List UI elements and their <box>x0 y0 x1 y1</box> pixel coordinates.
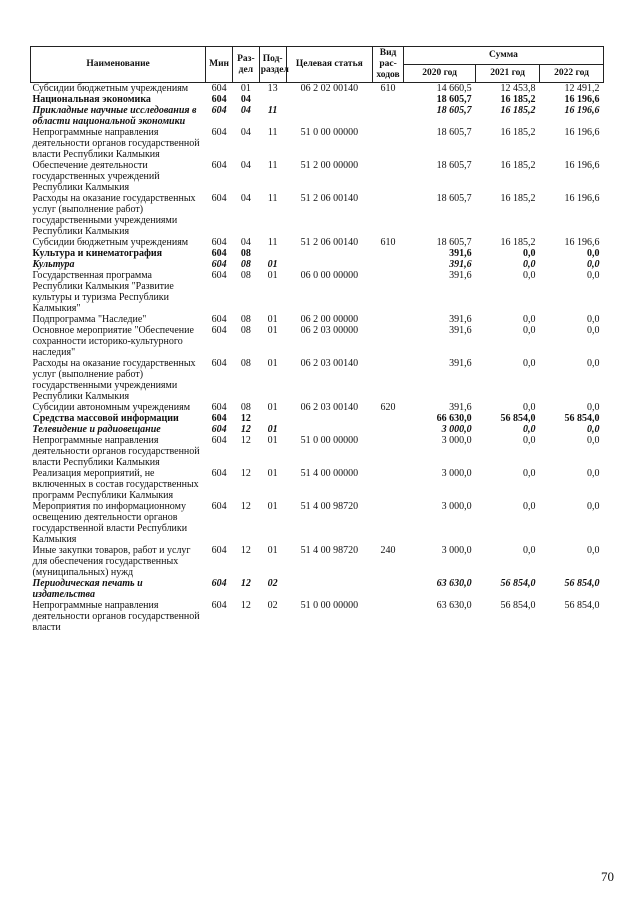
header-min: Мин <box>206 47 233 83</box>
row-podrazdel: 01 <box>267 424 278 435</box>
header-name: Наименование <box>31 47 206 83</box>
row-min: 604 <box>211 468 227 479</box>
table-body <box>31 83 604 634</box>
row-sum-2022: 12 491,2 <box>564 83 600 94</box>
row-sum-2021: 0,0 <box>523 435 536 446</box>
row-target-article <box>286 248 373 259</box>
row-sum-2021: 0,0 <box>523 248 536 259</box>
row-target-article <box>286 413 373 424</box>
row-name: Непрограммные направления деятельности органов государственной власти Республики Калмыкия <box>32 127 200 160</box>
row-target-article: 51 4 00 00000 <box>300 468 359 479</box>
header-year-2020: 2020 год <box>404 65 476 83</box>
row-name: Мероприятия по информационному освещению деятельности органов государственной власти Республики Калмыкия <box>32 501 188 545</box>
row-expense-type <box>373 193 404 237</box>
row-name: Субсидии бюджетным учреждениям <box>32 83 189 94</box>
row-razdel: 08 <box>240 259 251 270</box>
row-sum-2020: 391,6 <box>449 402 472 413</box>
row-sum-2022: 16 196,6 <box>564 237 600 248</box>
row-sum-2022: 0,0 <box>587 358 600 369</box>
row-sum-2022: 56 854,0 <box>564 413 600 424</box>
row-sum-2022: 16 196,6 <box>564 127 600 138</box>
row-razdel: 12 <box>240 600 251 611</box>
row-expense-type <box>373 160 404 193</box>
row-razdel: 12 <box>240 501 251 512</box>
row-razdel: 12 <box>240 413 251 424</box>
row-podrazdel: 01 <box>267 468 278 479</box>
row-target-article: 06 2 03 00140 <box>300 402 359 413</box>
header-summa: Сумма <box>404 47 604 65</box>
row-sum-2022: 0,0 <box>587 435 600 446</box>
row-sum-2020: 391,6 <box>449 325 472 336</box>
row-podrazdel: 11 <box>267 127 278 138</box>
row-expense-type: 240 <box>380 545 396 556</box>
row-podrazdel: 01 <box>267 501 278 512</box>
row-razdel: 12 <box>240 545 251 556</box>
row-podrazdel: 01 <box>267 435 278 446</box>
table-row <box>31 270 604 314</box>
row-razdel: 08 <box>240 314 251 325</box>
row-sum-2020: 3 000,0 <box>441 435 472 446</box>
row-razdel: 12 <box>240 424 251 435</box>
row-podrazdel: 11 <box>267 160 278 171</box>
row-razdel: 04 <box>240 193 251 204</box>
row-sum-2022: 16 196,6 <box>564 193 600 204</box>
row-sum-2020: 18 605,7 <box>436 160 472 171</box>
row-expense-type <box>373 468 404 501</box>
row-sum-2022: 0,0 <box>587 314 600 325</box>
header-expense-type: Вид рас-ходов <box>373 47 404 83</box>
page-number: 70 <box>601 869 614 884</box>
row-min: 604 <box>211 193 227 204</box>
table-row <box>31 600 604 633</box>
row-podrazdel <box>259 248 286 259</box>
table-row <box>31 578 604 600</box>
row-razdel: 08 <box>240 358 251 369</box>
row-target-article <box>286 578 373 600</box>
row-sum-2021: 0,0 <box>523 402 536 413</box>
row-target-article: 06 2 03 00000 <box>300 325 359 336</box>
table-row <box>31 94 604 105</box>
row-sum-2021: 0,0 <box>523 468 536 479</box>
row-expense-type <box>373 358 404 402</box>
row-sum-2020: 391,6 <box>449 270 472 281</box>
row-name: Культура <box>32 259 75 270</box>
row-sum-2020: 391,6 <box>449 358 472 369</box>
row-sum-2021: 0,0 <box>523 270 536 281</box>
table-row <box>31 237 604 248</box>
row-min: 604 <box>211 545 227 556</box>
table-row <box>31 325 604 358</box>
table-row <box>31 358 604 402</box>
row-sum-2022: 0,0 <box>587 545 600 556</box>
row-podrazdel: 02 <box>267 600 278 611</box>
row-name: Непрограммные направления деятельности органов государственной власти Республики Калмыкия <box>32 435 200 468</box>
table-row <box>31 248 604 259</box>
row-min: 604 <box>211 160 227 171</box>
row-expense-type <box>373 501 404 545</box>
row-sum-2020: 3 000,0 <box>441 424 472 435</box>
row-target-article: 51 4 00 98720 <box>300 545 359 556</box>
row-sum-2022: 56 854,0 <box>564 600 600 611</box>
table-row <box>31 105 604 127</box>
row-razdel: 04 <box>240 237 251 248</box>
row-min: 604 <box>211 600 227 611</box>
row-sum-2020: 18 605,7 <box>436 105 472 116</box>
row-name: Прикладные научные исследования в области национальной экономики <box>32 105 197 127</box>
row-min: 604 <box>211 314 227 325</box>
row-razdel: 04 <box>240 105 251 116</box>
row-name: Расходы на оказание государственных услуг (выполнение работ) государственными учреждениями Республики Калмыкия <box>32 358 196 402</box>
row-podrazdel: 01 <box>267 402 278 413</box>
row-target-article: 06 0 00 00000 <box>300 270 359 281</box>
row-min: 604 <box>211 501 227 512</box>
row-sum-2021: 12 453,8 <box>500 83 536 94</box>
row-podrazdel: 01 <box>267 259 278 270</box>
row-razdel: 12 <box>240 468 251 479</box>
row-name: Телевидение и радиовещание <box>32 424 161 435</box>
row-expense-type <box>373 600 404 633</box>
row-sum-2020: 391,6 <box>449 248 472 259</box>
row-sum-2021: 16 185,2 <box>500 237 536 248</box>
row-podrazdel: 01 <box>267 545 278 556</box>
row-min: 604 <box>211 83 227 94</box>
row-target-article: 51 2 00 00000 <box>300 160 359 171</box>
row-sum-2021: 0,0 <box>523 545 536 556</box>
row-target-article: 06 2 00 00000 <box>300 314 359 325</box>
row-sum-2021: 16 185,2 <box>500 160 536 171</box>
row-sum-2021: 56 854,0 <box>500 413 536 424</box>
row-expense-type <box>373 424 404 435</box>
row-expense-type <box>373 325 404 358</box>
row-sum-2021: 56 854,0 <box>500 600 536 611</box>
row-sum-2020: 3 000,0 <box>441 468 472 479</box>
row-sum-2021: 16 185,2 <box>500 127 536 138</box>
table-row <box>31 160 604 193</box>
table-row <box>31 259 604 270</box>
row-min: 604 <box>211 270 227 281</box>
row-min: 604 <box>211 578 227 589</box>
row-razdel: 12 <box>240 578 251 589</box>
row-razdel: 08 <box>240 402 251 413</box>
row-min: 604 <box>211 248 227 259</box>
row-sum-2021: 0,0 <box>523 424 536 435</box>
row-sum-2021: 0,0 <box>523 325 536 336</box>
row-name: Обеспечение деятельности государственных учреждений Республики Калмыкия <box>32 160 160 193</box>
row-razdel: 08 <box>240 325 251 336</box>
row-expense-type: 610 <box>380 83 396 94</box>
row-name: Средства массовой информации <box>32 413 179 424</box>
row-target-article <box>286 105 373 127</box>
row-sum-2021: 16 185,2 <box>500 105 536 116</box>
row-min: 604 <box>211 435 227 446</box>
row-sum-2020: 18 605,7 <box>436 193 472 204</box>
row-target-article: 51 0 00 00000 <box>300 600 359 611</box>
row-target-article: 51 4 00 98720 <box>300 501 359 512</box>
header-razdel: Раз-дел <box>232 47 259 83</box>
row-razdel: 01 <box>240 83 251 94</box>
row-min: 604 <box>211 325 227 336</box>
row-name: Субсидии автономным учреждениям <box>32 402 191 413</box>
row-sum-2022: 0,0 <box>587 248 600 259</box>
row-sum-2022: 0,0 <box>587 325 600 336</box>
row-sum-2020: 63 630,0 <box>436 600 472 611</box>
table-row <box>31 127 604 160</box>
row-name: Иные закупки товаров, работ и услуг для обеспечения государственных (муниципальных) нужд <box>32 545 191 578</box>
row-podrazdel: 01 <box>267 325 278 336</box>
row-target-article: 06 2 03 00140 <box>300 358 359 369</box>
row-sum-2021: 0,0 <box>523 358 536 369</box>
table-header <box>31 47 604 83</box>
row-expense-type <box>373 105 404 127</box>
budget-table <box>30 46 604 633</box>
row-expense-type <box>373 413 404 424</box>
header-year-2022: 2022 год <box>540 65 604 83</box>
row-podrazdel: 02 <box>267 578 278 589</box>
row-sum-2020: 63 630,0 <box>436 578 472 589</box>
row-podrazdel <box>259 94 286 105</box>
row-min: 604 <box>211 413 227 424</box>
row-expense-type <box>373 259 404 270</box>
row-target-article <box>286 94 373 105</box>
row-name: Государственная программа Республики Калмыкия "Развитие культуры и туризма Республики Калмыкия" <box>32 270 174 314</box>
header-podrazdel: Под-раздел <box>259 47 286 83</box>
row-sum-2022: 0,0 <box>587 501 600 512</box>
row-name: Основное мероприятие "Обеспечение сохранности историко-культурного наследия" <box>32 325 194 358</box>
table-row <box>31 314 604 325</box>
row-expense-type <box>373 314 404 325</box>
row-target-article: 51 2 06 00140 <box>300 237 359 248</box>
row-sum-2020: 3 000,0 <box>441 501 472 512</box>
row-sum-2022: 0,0 <box>587 468 600 479</box>
row-name: Национальная экономика <box>32 94 151 105</box>
row-sum-2020: 66 630,0 <box>436 413 472 424</box>
row-podrazdel <box>259 413 286 424</box>
row-expense-type <box>373 578 404 600</box>
row-min: 604 <box>211 127 227 138</box>
row-podrazdel: 11 <box>267 237 278 248</box>
row-podrazdel: 11 <box>267 193 278 204</box>
row-min: 604 <box>211 259 227 270</box>
row-min: 604 <box>211 424 227 435</box>
row-sum-2022: 16 196,6 <box>564 94 600 105</box>
row-name: Периодическая печать и издательства <box>32 578 143 600</box>
row-sum-2021: 56 854,0 <box>500 578 536 589</box>
row-name: Непрограммные направления деятельности органов государственной власти <box>32 600 200 633</box>
row-sum-2022: 0,0 <box>587 424 600 435</box>
row-podrazdel: 11 <box>267 105 278 116</box>
row-expense-type <box>373 127 404 160</box>
row-sum-2021: 0,0 <box>523 314 536 325</box>
row-expense-type: 610 <box>380 237 396 248</box>
row-sum-2022: 0,0 <box>587 270 600 281</box>
table-row <box>31 435 604 468</box>
row-expense-type <box>373 248 404 259</box>
table-row <box>31 413 604 424</box>
row-razdel: 04 <box>240 127 251 138</box>
row-sum-2022: 16 196,6 <box>564 160 600 171</box>
row-sum-2020: 18 605,7 <box>436 127 472 138</box>
table-row <box>31 83 604 95</box>
row-sum-2020: 14 660,5 <box>436 83 472 94</box>
row-min: 604 <box>211 358 227 369</box>
row-name: Расходы на оказание государственных услуг (выполнение работ) государственными учреждениями Республики Калмыкия <box>32 193 196 237</box>
row-razdel: 04 <box>240 94 251 105</box>
row-sum-2022: 0,0 <box>587 402 600 413</box>
header-year-2021: 2021 год <box>476 65 540 83</box>
row-min: 604 <box>211 94 227 105</box>
row-razdel: 04 <box>240 160 251 171</box>
row-min: 604 <box>211 105 227 116</box>
row-min: 604 <box>211 402 227 413</box>
row-target-article <box>286 424 373 435</box>
row-target-article: 51 0 00 00000 <box>300 127 359 138</box>
table-row <box>31 424 604 435</box>
row-sum-2021: 16 185,2 <box>500 94 536 105</box>
row-razdel: 08 <box>240 270 251 281</box>
row-target-article: 51 0 00 00000 <box>300 435 359 446</box>
table-row <box>31 468 604 501</box>
row-sum-2021: 0,0 <box>523 501 536 512</box>
row-sum-2022: 16 196,6 <box>564 105 600 116</box>
row-sum-2022: 0,0 <box>587 259 600 270</box>
row-sum-2020: 391,6 <box>449 259 472 270</box>
row-target-article: 06 2 02 00140 <box>300 83 359 94</box>
row-name: Субсидии бюджетным учреждениям <box>32 237 189 248</box>
row-podrazdel: 01 <box>267 270 278 281</box>
row-podrazdel: 13 <box>267 83 278 94</box>
row-expense-type <box>373 270 404 314</box>
table-row <box>31 193 604 237</box>
row-target-article: 51 2 06 00140 <box>300 193 359 204</box>
row-expense-type <box>373 435 404 468</box>
row-sum-2020: 3 000,0 <box>441 545 472 556</box>
row-sum-2022: 56 854,0 <box>564 578 600 589</box>
row-podrazdel: 01 <box>267 314 278 325</box>
header-target-article: Целевая статья <box>286 47 373 83</box>
table-row <box>31 545 604 578</box>
row-sum-2020: 18 605,7 <box>436 94 472 105</box>
row-min: 604 <box>211 237 227 248</box>
table-row <box>31 501 604 545</box>
row-sum-2021: 0,0 <box>523 259 536 270</box>
table-row <box>31 402 604 413</box>
row-razdel: 08 <box>240 248 251 259</box>
row-razdel: 12 <box>240 435 251 446</box>
row-name: Подпрограмма "Наследие" <box>32 314 147 325</box>
row-sum-2020: 18 605,7 <box>436 237 472 248</box>
row-expense-type: 620 <box>380 402 396 413</box>
row-name: Культура и кинематография <box>32 248 163 259</box>
row-expense-type <box>373 94 404 105</box>
row-podrazdel: 01 <box>267 358 278 369</box>
row-sum-2021: 16 185,2 <box>500 193 536 204</box>
row-sum-2020: 391,6 <box>449 314 472 325</box>
row-target-article <box>286 259 373 270</box>
row-name: Реализация мероприятий, не включенных в состав государственных программ Республики Калмыкия <box>32 468 199 501</box>
